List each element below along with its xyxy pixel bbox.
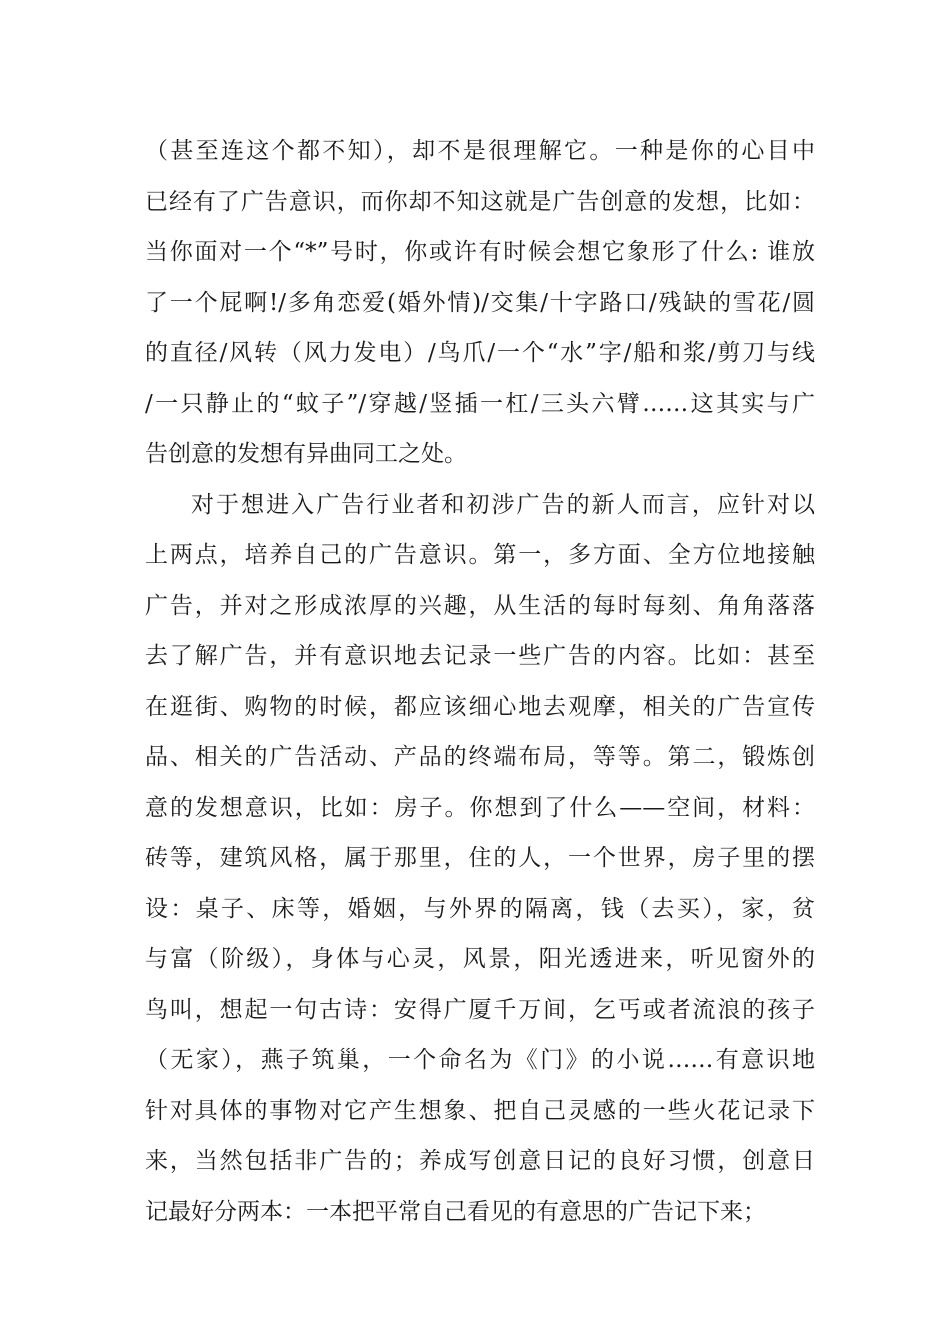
text-line: 当你面对一个“*”号时，你或许有时候会想它象形了什么: 谁放 — [145, 239, 815, 265]
text-line: 了一个屁啊!/多角恋爱(婚外情)/交集/十字路口/残缺的雪花/圆 — [145, 289, 815, 316]
text-line: 品、相关的广告活动、产品的终端布局，等等。第二，锻炼创 — [145, 744, 815, 770]
text-line: 广告，并对之形成浓厚的兴趣，从生活的每时每刻、角角落落 — [145, 592, 815, 619]
text-line: 与富（阶级），身体与心灵，风景，阳光透进来，听见窗外的 — [145, 946, 815, 972]
text-line: 去了解广告，并有意识地去记录一些广告的内容。比如：甚至 — [145, 643, 815, 669]
text-line: （无家），燕子筑巢，一个命名为《门》的小说……有意识地 — [145, 1047, 815, 1073]
text-line: 已经有了广告意识，而你却不知这就是广告创意的发想，比如： — [145, 188, 815, 215]
text-line: 设：桌子、床等，婚姻，与外界的隔离，钱（去买），家，贫 — [145, 895, 815, 922]
text-line: 的直径/风转（风力发电）/鸟爪/一个“水”字/船和浆/剪刀与线 — [145, 340, 815, 366]
text-line: /一只静止的“蚊子”/穿越/竖插一杠/三头六臂……这其实与广 — [145, 390, 815, 417]
text-line: （甚至连这个都不知），却不是很理解它。一种是你的心目中 — [145, 138, 815, 164]
paragraph-1 — [145, 126, 815, 480]
text-line: 来，当然包括非广告的；养成写创意日记的良好习惯，创意日 — [145, 1148, 815, 1174]
text-line: 针对具体的事物对它产生想象、把自己灵感的一些火花记录下 — [145, 1097, 815, 1124]
text-line: 意的发想意识，比如：房子。你想到了什么——空间，材料： — [145, 794, 815, 821]
text-line: 对于想进入广告行业者和初涉广告的新人而言，应针对以 — [191, 491, 815, 518]
body-text — [145, 126, 815, 1237]
text-line: 在逛街、购物的时候，都应该细心地去观摩，相关的广告宣传 — [145, 693, 815, 720]
text-line: 上两点，培养自己的广告意识。第一，多方面、全方位地接触 — [145, 542, 815, 568]
text-line: 鸟叫，想起一句古诗：安得广厦千万间，乞丐或者流浪的孩子 — [145, 996, 815, 1023]
paragraph-2 — [145, 480, 815, 1238]
text-line: 砖等，建筑风格，属于那里，住的人，一个世界，房子里的摆 — [145, 845, 815, 871]
text-line: 告创意的发想有异曲同工之处。 — [145, 441, 467, 467]
text-line: 记最好分两本：一本把平常自己看见的有意思的广告记下来； — [145, 1198, 766, 1225]
